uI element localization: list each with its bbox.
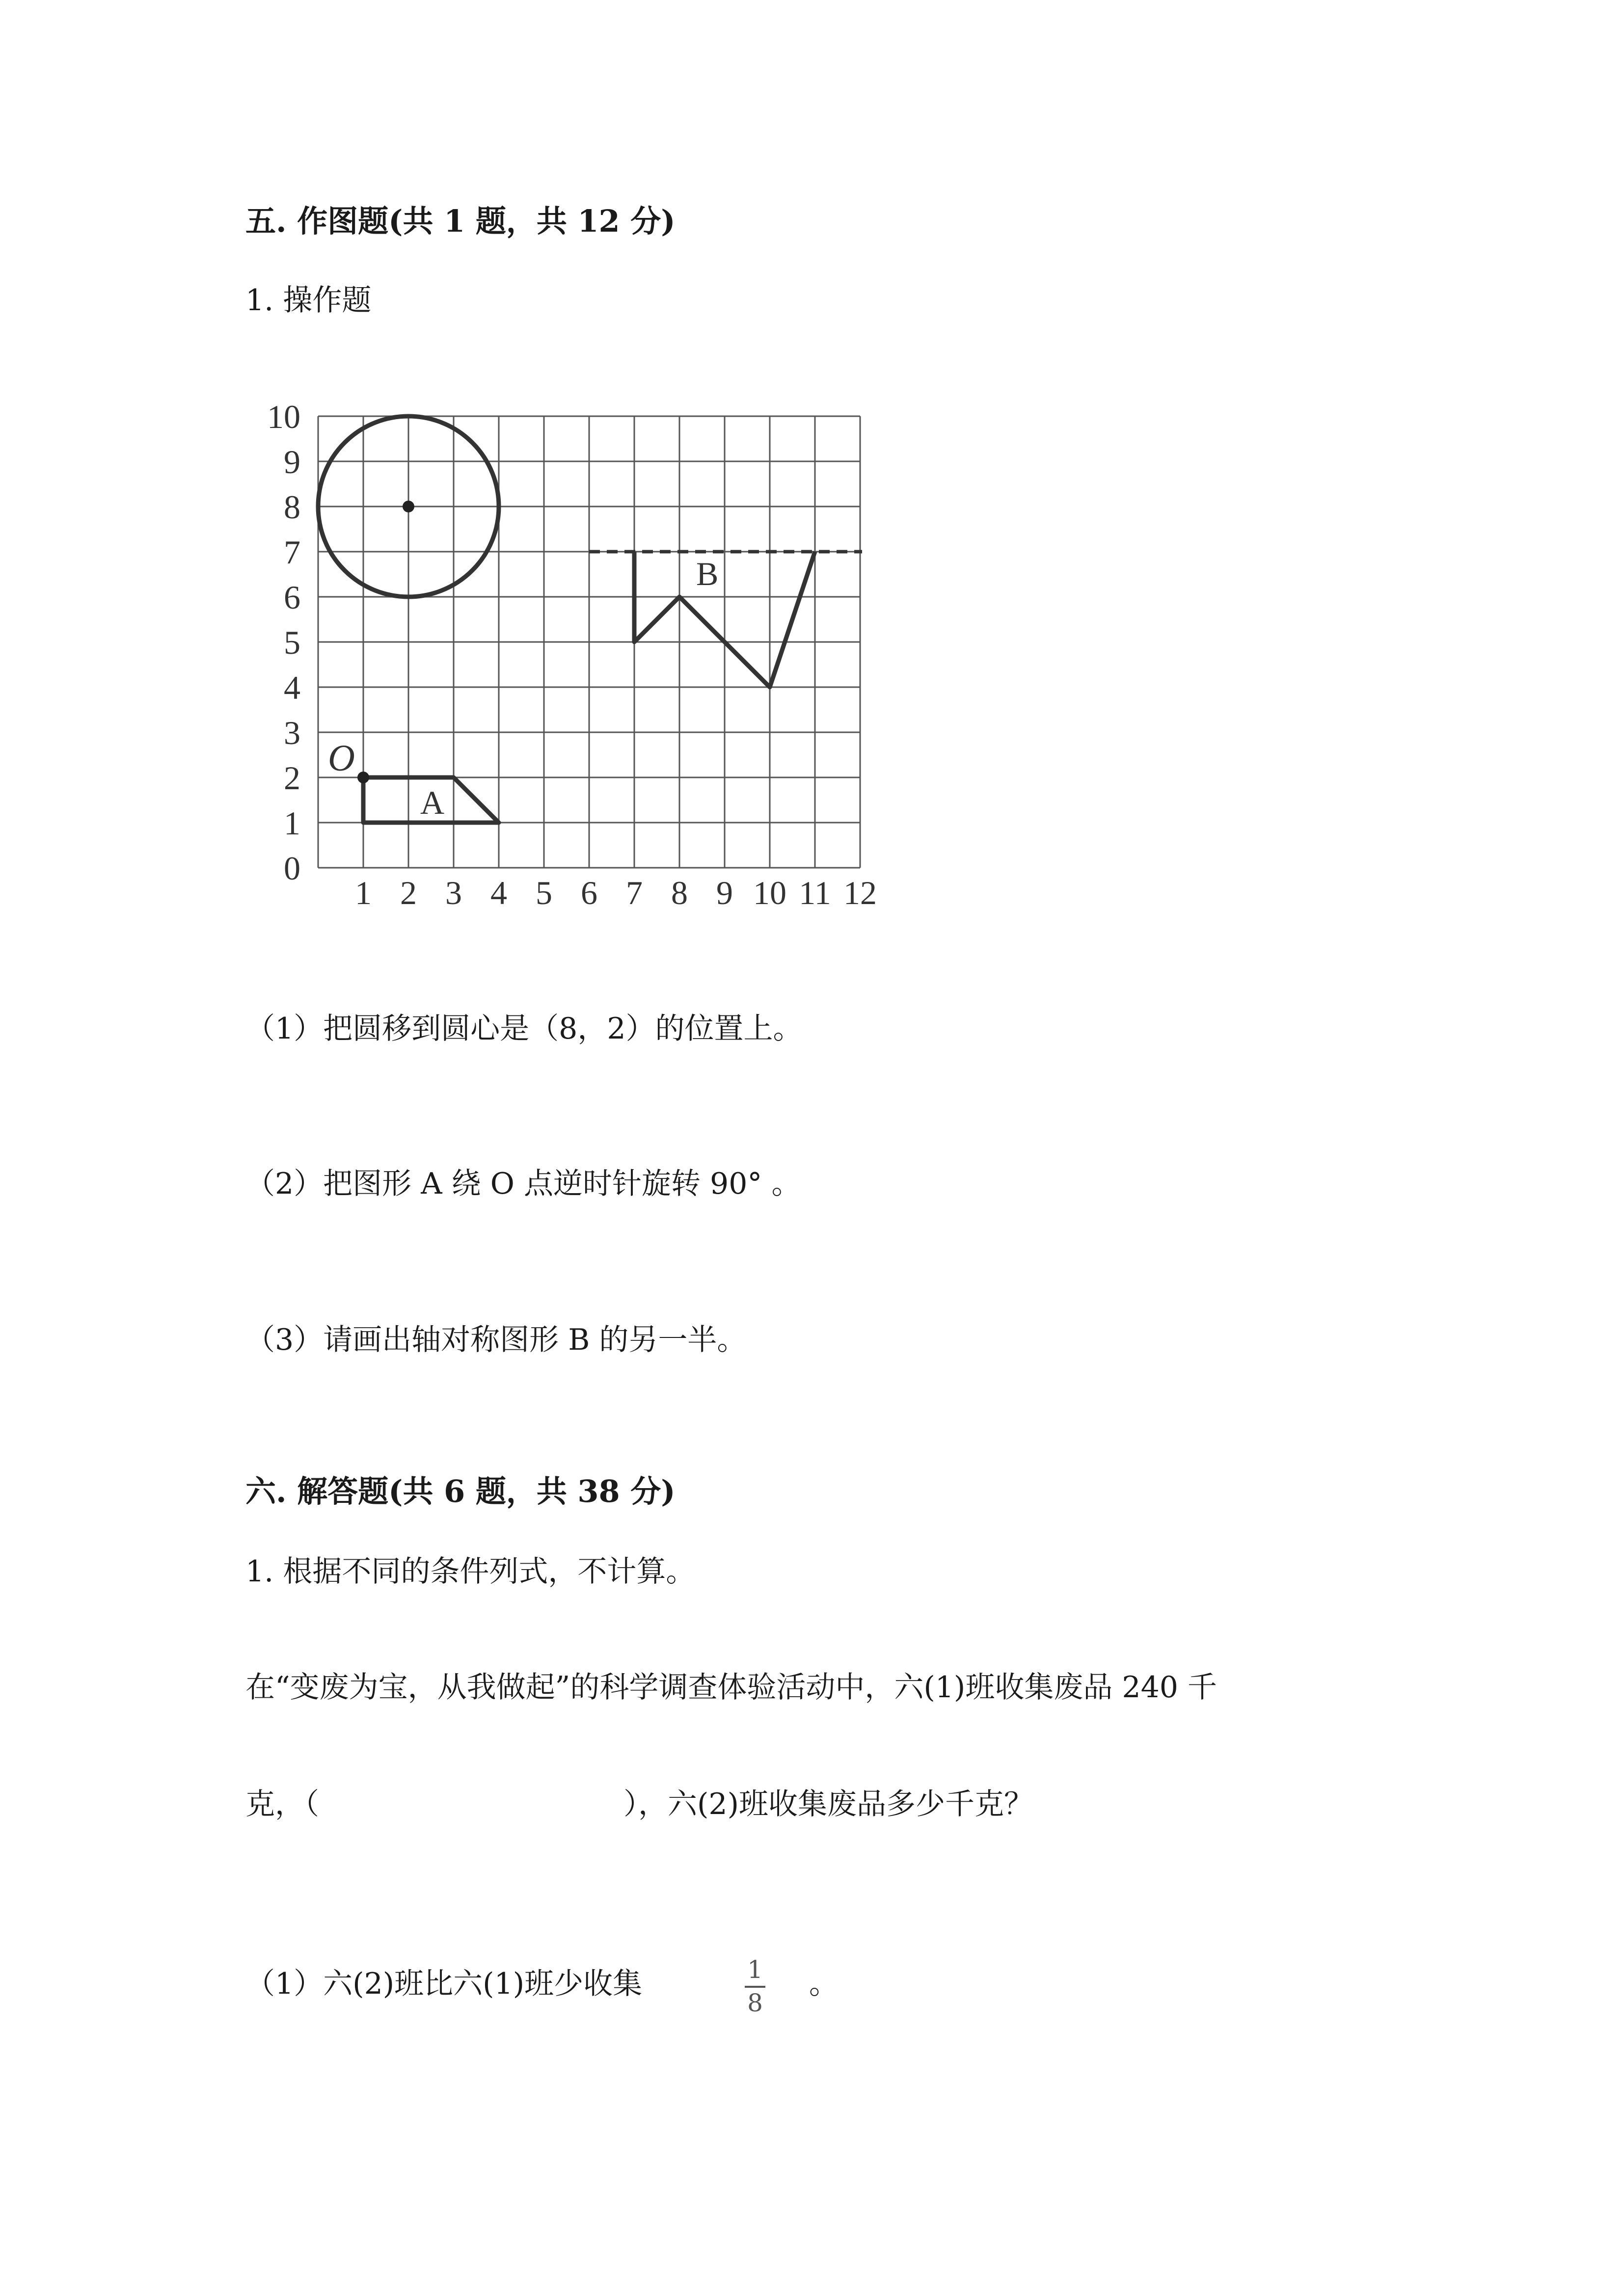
x-tick-label: 2 xyxy=(400,874,417,911)
sub-question-2: （2）把图形 A 绕 O 点逆时针旋转 90° 。 xyxy=(245,1167,801,1201)
problem-text-line-1: 在“变废为宝，从我做起”的科学调查体验活动中，六(1)班收集废品 240 千 xyxy=(245,1670,1218,1705)
x-tick-label: 5 xyxy=(536,874,552,911)
y-tick-label: 4 xyxy=(284,669,300,706)
label-b: B xyxy=(696,555,719,592)
point-o-dot xyxy=(357,772,369,783)
x-tick-label: 10 xyxy=(753,874,786,911)
sub-question-3: （3）请画出轴对称图形 B 的另一半。 xyxy=(245,1323,747,1357)
problem-text-line-2-start: 克，（ xyxy=(245,1787,319,1821)
y-tick-label: 10 xyxy=(267,398,300,435)
x-tick-label: 8 xyxy=(671,874,688,911)
x-tick-label: 4 xyxy=(490,874,507,911)
x-tick-label: 11 xyxy=(799,874,831,911)
label-a: A xyxy=(420,784,445,821)
fraction-bar xyxy=(745,1986,765,1988)
sub-question-1: （1）把圆移到圆心是（8，2）的位置上。 xyxy=(245,1012,803,1046)
fraction-numerator: 1 xyxy=(747,1955,763,1984)
x-tick-label: 1 xyxy=(355,874,372,911)
label-o: O xyxy=(328,738,355,779)
fraction-denominator: 8 xyxy=(747,1989,763,2017)
x-tick-label: 3 xyxy=(445,874,462,911)
problem-text-line-2-end: ），六(2)班收集废品多少千克？ xyxy=(623,1787,1033,1821)
x-tick-label: 9 xyxy=(716,874,733,911)
question-1-title-section-6: 1. 根据不同的条件列式，不计算。 xyxy=(245,1554,696,1589)
y-tick-label: 9 xyxy=(284,443,300,481)
coordinate-grid-figure xyxy=(245,393,903,933)
question-1-title: 1. 操作题 xyxy=(245,283,372,318)
x-tick-label: 6 xyxy=(581,874,597,911)
y-tick-label: 6 xyxy=(284,579,300,616)
section-6-title: 六. 解答题(共 6 题，共 38 分) xyxy=(245,1473,676,1509)
y-tick-label: 1 xyxy=(284,804,300,842)
y-tick-label: 8 xyxy=(284,488,300,526)
condition-1-end: 。 xyxy=(809,1967,839,2001)
y-tick-label: 7 xyxy=(284,534,300,571)
y-tick-label: 2 xyxy=(284,759,300,797)
x-tick-label: 7 xyxy=(626,874,643,911)
circle-center-dot xyxy=(403,501,414,512)
y-tick-label: 5 xyxy=(284,624,300,661)
condition-1-text: （1）六(2)班比六(1)班少收集 xyxy=(245,1967,643,2001)
fraction-one-eighth xyxy=(740,1957,770,2015)
y-tick-label: 0 xyxy=(284,850,300,887)
grid-lines xyxy=(318,416,860,868)
section-5-title: 五. 作图题(共 1 题，共 12 分) xyxy=(245,203,676,239)
x-tick-label: 12 xyxy=(843,874,877,911)
y-tick-label: 3 xyxy=(284,714,300,751)
